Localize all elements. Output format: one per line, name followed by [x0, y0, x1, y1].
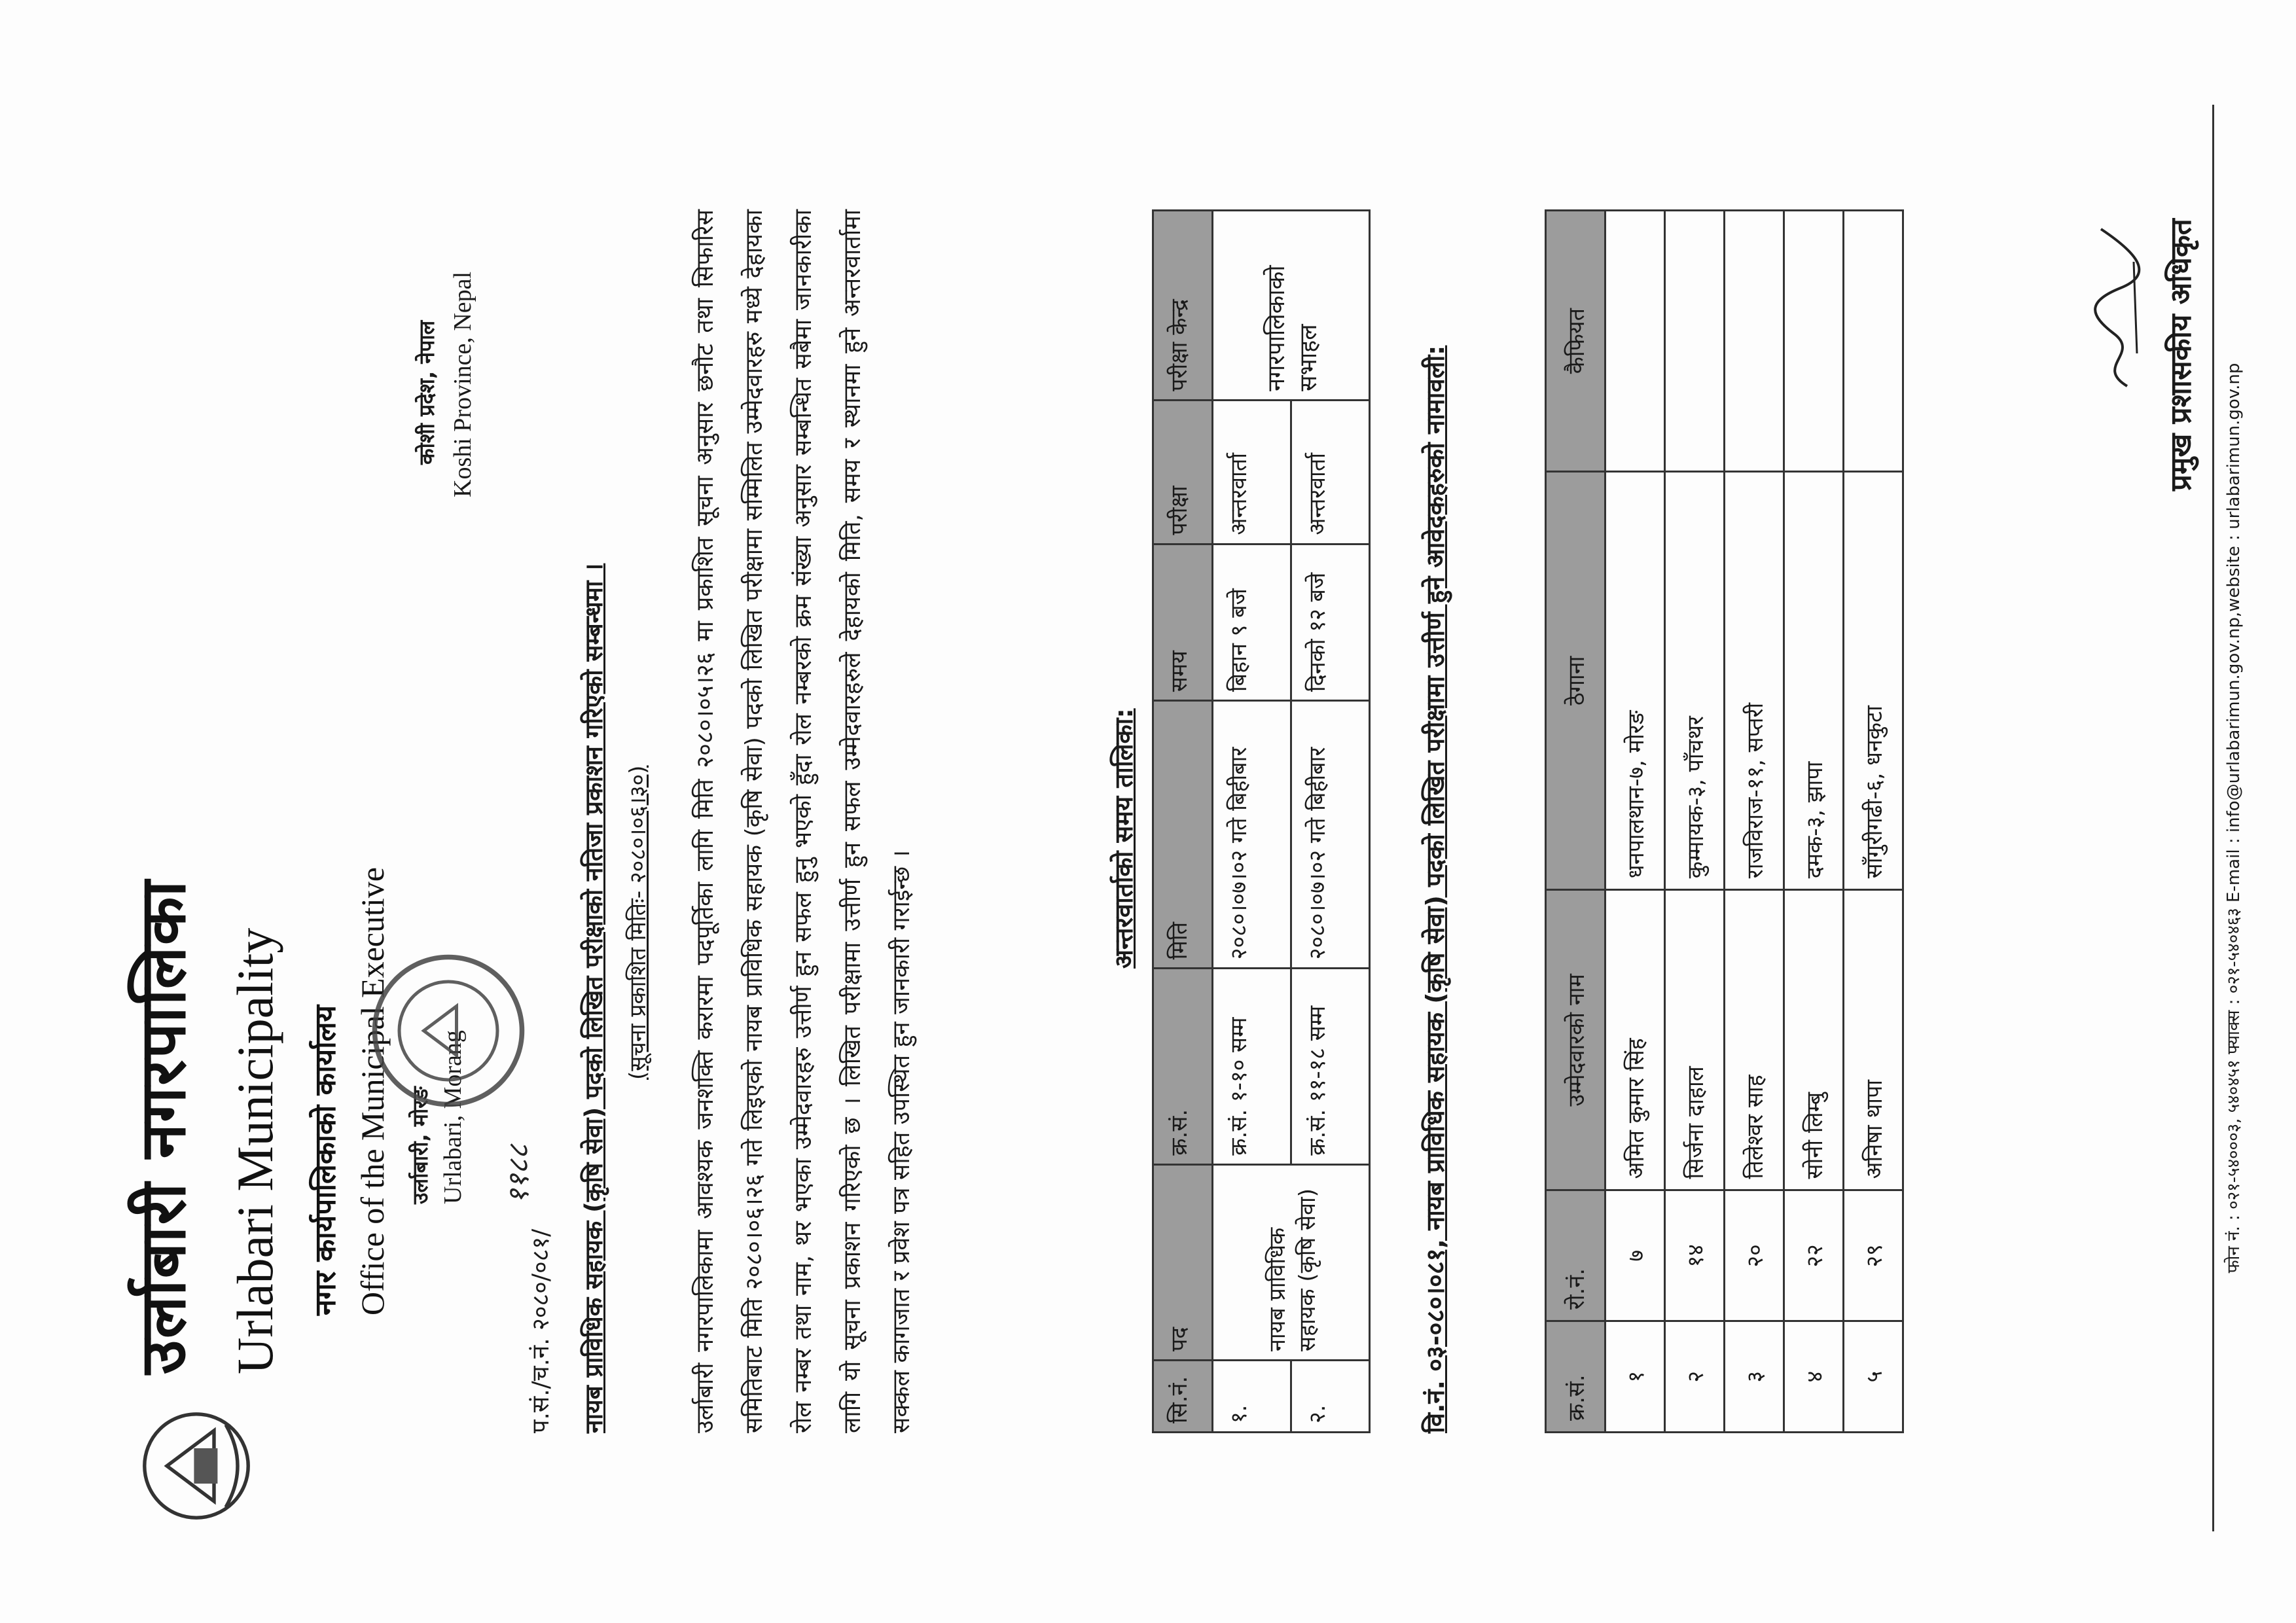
- serial-cell: ५: [1844, 1321, 1903, 1433]
- roll-cell: १४: [1665, 1190, 1725, 1321]
- office-stamp-icon: [367, 949, 530, 1113]
- range-cell: क्र.सं. ११-१८ सम्म: [1291, 969, 1370, 1164]
- municipality-title-nepali: उर्लाबारी नगरपालिका: [126, 879, 200, 1374]
- exam-type-cell: अन्तरवार्ता: [1213, 400, 1291, 544]
- remarks-cell: [1725, 211, 1784, 472]
- address-cell: धनपालथान-७, मोरङ: [1605, 472, 1665, 890]
- serial-cell: १.: [1213, 1361, 1291, 1433]
- table-header-row: [1546, 211, 1605, 1433]
- notice-heading: नायब प्राविधिक सहायक (कृषि सेवा) पदको लिखित परीक्षाको नतिजा प्रकाशन गरिएको सम्बन्धमा ।: [580, 563, 608, 1433]
- exam-center-cell: नगरपालिकाको सभाहल: [1213, 211, 1370, 401]
- table-row: [1725, 211, 1784, 1433]
- table-row: [1213, 211, 1291, 1433]
- remarks-cell: [1605, 211, 1665, 472]
- column-header: समय: [1153, 544, 1213, 701]
- candidates-table: [1545, 209, 1904, 1433]
- table-row: [1784, 211, 1844, 1433]
- name-cell: अमित कुमार सिंह: [1605, 890, 1665, 1190]
- table-row: [1665, 211, 1725, 1433]
- exam-type-cell: अन्तरवार्ता: [1291, 400, 1370, 544]
- footer-contact: फोन नं. : ०२१-५४०००३, ५४०४५१ फ्याक्स : ०२१-५४०४६३ E-mail : info@urlabarimun.gov.np,website : urlabarimun.gov.np: [2212, 105, 2244, 1531]
- serial-cell: १: [1605, 1321, 1665, 1433]
- municipality-title-english: Urlabari Municipality: [226, 927, 283, 1374]
- column-header: मिति: [1153, 701, 1213, 969]
- roll-cell: ७: [1605, 1190, 1665, 1321]
- notice-body-paragraph: उर्लाबारी नगरपालिकामा आवश्यक जनशक्ति करारमा पदपूर्तिका लागि मिति २०८०।०५।२६ मा प्रकाशित सूचना अनुसार छनौट तथा सिफारिस समितिबाट मिति २०८०।०६।२६ गते लिइएको नायब प्राविधिक सहायक (कृषि सेवा) पदको लिखित परीक्षामा सम्मिलित उम्मेदवारहरु मध्ये देहायका रोल नम्बर तथा नाम, थर भएका उम्मेदवारहरु उत्तीर्ण हुन सफल हुनु भएको हुँदा रोल नम्बरको क्रम संख्या अनुसार सम्बन्धित सबैमा जानकारीका लागि यो सूचना प्रकाशन गरिएको छ । लिखित परीक्षामा उत्तीर्ण हुन सफल उम्मेदवारहरुले देहायको मिति, समय र स्थानमा हुने अन्तरवार्तामा सक्कल कागजात र प्रवेश पत्र सहित उपस्थित हुन जानकारी गराईन्छ ।: [692, 209, 915, 1433]
- roll-cell: २०: [1725, 1190, 1784, 1321]
- date-cell: २०८०।०७।०२ गते बिहीबार: [1213, 701, 1291, 969]
- address-english: Urlabari, Morang: [439, 1030, 467, 1204]
- column-header: क्र.सं.: [1153, 969, 1213, 1164]
- name-cell: सिर्जना दाहाल: [1665, 890, 1725, 1190]
- serial-cell: ४: [1784, 1321, 1844, 1433]
- time-cell: बिहान ९ बजे: [1213, 544, 1291, 701]
- interview-schedule-table: [1152, 209, 1371, 1433]
- address-cell: दमक-३, झापा: [1784, 472, 1844, 890]
- name-cell: तिलेश्वर साह: [1725, 890, 1784, 1190]
- office-name-english: Office of the Municipal Executive: [354, 867, 391, 1315]
- column-header: परीक्षा: [1153, 400, 1213, 544]
- office-name-nepali: नगर कार्यपालिकाको कार्यालय: [309, 1005, 342, 1315]
- name-cell: सोनी लिम्बु: [1784, 890, 1844, 1190]
- post-cell: नायब प्राविधिक सहायक (कृषि सेवा): [1213, 1164, 1370, 1360]
- address-cell: कुम्मायक-३, पाँचथर: [1665, 472, 1725, 890]
- address-cell: राजविराज-११, सप्तरी: [1725, 472, 1784, 890]
- serial-cell: २.: [1291, 1361, 1370, 1433]
- address-cell: साँगुरीगढी-६, धनकुटा: [1844, 472, 1903, 890]
- name-cell: अनिषा थापा: [1844, 890, 1903, 1190]
- column-header: क्र.सं.: [1546, 1321, 1605, 1433]
- time-cell: दिनको १२ बजे: [1291, 544, 1370, 701]
- column-header: रो.नं.: [1546, 1190, 1605, 1321]
- column-header: सि.नं.: [1153, 1361, 1213, 1433]
- column-header: पद: [1153, 1164, 1213, 1360]
- candidate-list-heading: वि.नं. ०३-०८०।०८१, नायब प्राविधिक सहायक (कृषि सेवा) पदको लिखित परीक्षामा उत्तीर्ण हुने आवेदकहरुको नामावली:: [1421, 345, 1450, 1433]
- date-cell: २०८०।०७।०२ गते बिहीबार: [1291, 701, 1370, 969]
- remarks-cell: [1784, 211, 1844, 472]
- nepal-emblem-icon: [137, 1407, 255, 1525]
- signature-scribble: [2081, 223, 2153, 393]
- column-header: ठेगाना: [1546, 472, 1605, 890]
- column-header: परीक्षा केन्द्र: [1153, 211, 1213, 401]
- remarks-cell: [1844, 211, 1903, 472]
- roll-cell: २२: [1784, 1190, 1844, 1321]
- remarks-cell: [1665, 211, 1725, 472]
- range-cell: क्र.सं. १-१० सम्म: [1213, 969, 1291, 1164]
- address-nepali: उर्लाबारी, मोरङ: [408, 1086, 433, 1204]
- serial-cell: ३: [1725, 1321, 1784, 1433]
- table-header-row: [1153, 211, 1213, 1433]
- notice-publication-date: (सूचना प्रकाशित मितिः- २०८०।०६।३०): [625, 765, 651, 1080]
- serial-cell: २: [1665, 1321, 1725, 1433]
- roll-cell: २९: [1844, 1190, 1903, 1321]
- handwritten-dispatch-number: ११८८: [502, 1144, 535, 1204]
- reference-number: प.सं./च.नं. २०८०/०८१/: [528, 1228, 554, 1433]
- table-row: [1844, 211, 1903, 1433]
- column-header: उम्मेदवारको नाम: [1546, 890, 1605, 1190]
- province-nepali: कोशी प्रदेश, नेपाल: [414, 320, 439, 465]
- province-english: Koshi Province, Nepal: [449, 271, 476, 497]
- interview-schedule-title: अन्तरवार्ताको समय तालिका:: [1109, 708, 1138, 969]
- signatory-role: प्रमुख प्रशासकीय अधिकृत: [2164, 219, 2198, 491]
- table-row: [1605, 211, 1665, 1433]
- column-header: कैफियत: [1546, 211, 1605, 472]
